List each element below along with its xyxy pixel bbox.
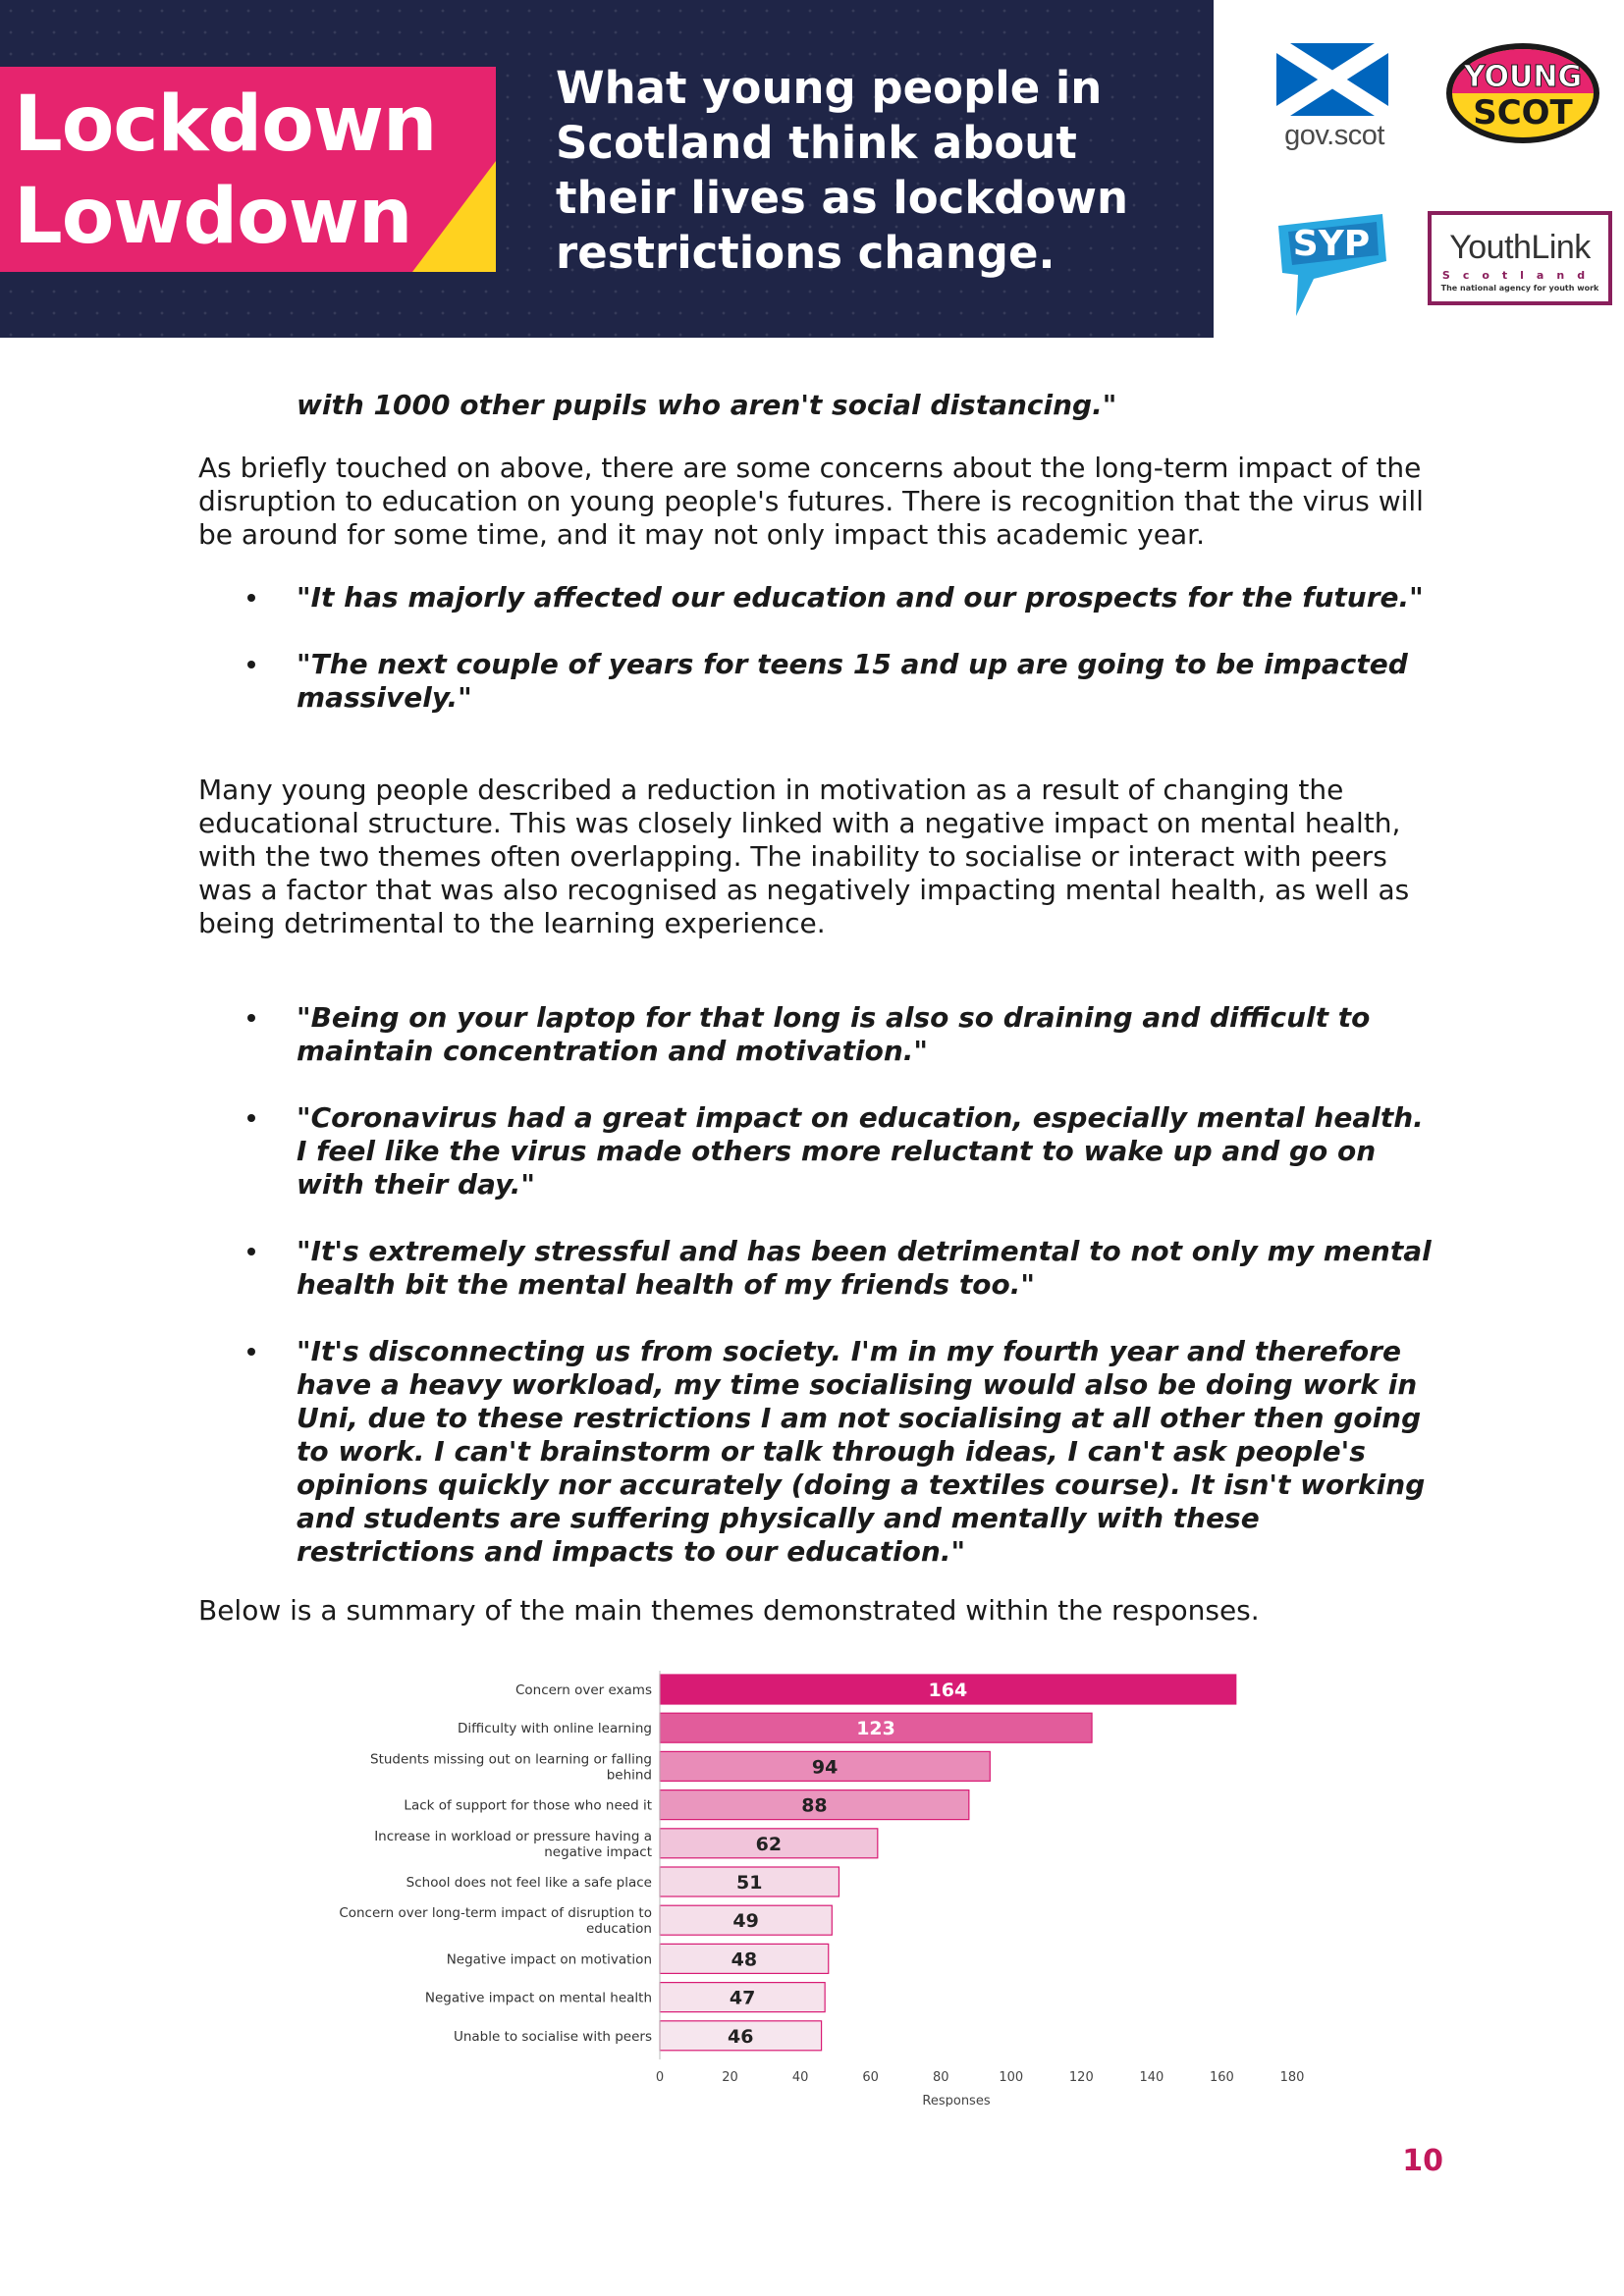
paragraph-motivation: Many young people described a reduction in motivation as a result of changing the educational structure. This was closely linked with a negative impact on mental health, with the two themes often overlapping. The inability to socialise or interact with peers was a factor that was also recognised as negatively impacting mental health, as well as being detrimental to the learning experience. <box>198 774 1410 939</box>
youthlink-logo <box>1428 211 1612 305</box>
youthlink-region: Scotland <box>1441 269 1598 282</box>
chart-data-label: 94 <box>811 1756 839 1779</box>
quote-text: "It's extremely stressful and has been detrimental to not only my mental health bit the mental health of my friends too." <box>297 1235 1432 1301</box>
quote-list-future <box>198 581 1437 715</box>
page-body <box>198 389 1437 1628</box>
quote-text: "It has majorly affected our education and our prospects for the future." <box>297 581 1424 614</box>
header-banner <box>0 0 1214 338</box>
chart-tick-label: 0 <box>655 2070 665 2085</box>
syp-logo <box>1274 192 1390 320</box>
quote-list-motivation <box>198 1001 1437 1569</box>
banner-subtitle-line: their lives as lockdown <box>556 172 1129 224</box>
syp-text: SYP <box>1292 224 1371 264</box>
chart-tick-label: 20 <box>722 2070 738 2085</box>
banner-title-line: Lockdown <box>14 80 437 169</box>
bullet-icon <box>247 1014 255 1022</box>
chart-data-label: 164 <box>928 1680 968 1701</box>
chart-tick-label: 140 <box>1139 2070 1164 2085</box>
chart-category-label: negative impact <box>544 1843 652 1860</box>
themes-bar-chart <box>295 1665 1326 2107</box>
quote-item <box>198 1101 1437 1201</box>
chart-tick-label: 160 <box>1210 2070 1234 2085</box>
chart-tick-label: 120 <box>1068 2070 1094 2085</box>
chart-tick-label: 40 <box>791 2070 809 2085</box>
quote-item <box>198 648 1437 715</box>
chart-category-label: Lack of support for those who need it <box>404 1797 652 1814</box>
young-scot-word-young: YOUNG <box>1463 60 1583 94</box>
quote-text: "Being on your laptop for that long is also so draining and difficult to maintain concentration and motivation." <box>297 1001 1371 1067</box>
chart-data-label: 49 <box>732 1910 759 1933</box>
chart-category-label: behind <box>606 1767 652 1784</box>
banner-title <box>14 79 485 263</box>
chart-tick-label: 60 <box>862 2070 879 2085</box>
quote-item <box>198 1001 1437 1068</box>
chart-category-label: School does not feel like a safe place <box>406 1875 652 1891</box>
chart-tick-label: 180 <box>1279 2070 1305 2085</box>
chart-category-label: Negative impact on mental health <box>424 1990 652 2006</box>
chart-category-label: Increase in workload or pressure having a <box>374 1828 652 1844</box>
banner-subtitle-line: restrictions change. <box>556 227 1056 279</box>
chart-category-label: Unable to socialise with peers <box>453 2028 652 2045</box>
page-number: 10 <box>1402 2144 1443 2178</box>
chart-data-label: 62 <box>755 1833 783 1855</box>
chart-data-label: 46 <box>728 2025 754 2048</box>
chart-category-label: Difficulty with online learning <box>458 1721 652 1737</box>
chart-data-label: 88 <box>801 1794 828 1817</box>
gov-scot-text: gov.scot <box>1284 120 1384 151</box>
bullet-icon <box>247 1348 255 1356</box>
bullet-icon <box>247 1114 255 1122</box>
saltire-flag-icon <box>1276 43 1388 116</box>
quote-item <box>198 1235 1437 1302</box>
paragraph-long-term-impact: As briefly touched on above, there are some concerns about the long-term impact of the disruption to education on young people's futures. There is recognition that the virus will be around for some time, and it may not only impact this academic year. <box>198 452 1424 551</box>
quote-item <box>198 1335 1437 1569</box>
chart-x-axis-label: Responses <box>922 2094 991 2107</box>
chart-tick-label: 100 <box>999 2070 1024 2085</box>
youthlink-tagline: The national agency for youth work <box>1440 284 1599 293</box>
banner-subtitle <box>556 61 1194 281</box>
banner-subtitle-line: What young people in <box>556 62 1103 114</box>
chart-data-label: 51 <box>736 1872 763 1894</box>
young-scot-word-scot: SCOT <box>1473 93 1573 133</box>
chart-data-label: 123 <box>856 1718 895 1740</box>
quote-text: "It's disconnecting us from society. I'm in my fourth year and therefore have a heavy workload, my time socialising would also be doing work in Uni, due to these restrictions I am not socialising at all other then going to work. I can't brainstorm or talk through ideas, I can't ask people's opinions quickly nor accurately (doing a textiles course). It isn't working and students are suffering physically and mentally with these restrictions and impacts to our education." <box>297 1335 1426 1568</box>
chart-tick-label: 80 <box>932 2070 949 2085</box>
chart-category-label: Concern over exams <box>514 1682 652 1698</box>
chart-category-label: education <box>586 1921 652 1938</box>
chart-category-label: Negative impact on motivation <box>446 1951 652 1968</box>
chart-data-label: 47 <box>729 1987 756 2009</box>
youthlink-name: YouthLink <box>1449 229 1591 266</box>
bullet-icon <box>247 661 255 668</box>
gov-scot-logo <box>1276 43 1392 152</box>
banner-subtitle-line: Scotland think about <box>556 117 1077 169</box>
bullet-icon <box>247 1248 255 1255</box>
chart-category-label: Students missing out on learning or falling <box>370 1751 652 1768</box>
chart-data-label: 48 <box>731 1949 758 1971</box>
young-scot-logo <box>1443 39 1602 147</box>
chart-category-label: Concern over long-term impact of disruption to <box>339 1905 652 1922</box>
banner-title-line: Lowdown <box>14 173 412 261</box>
quote-text: "Coronavirus had a great impact on education, especially mental health. I feel like the virus made others more reluctant to wake up and go on with their day." <box>297 1101 1424 1201</box>
summary-intro: Below is a summary of the main themes demonstrated within the responses. <box>198 1594 1260 1627</box>
chart-svg <box>295 1665 1326 2107</box>
bullet-icon <box>247 594 255 602</box>
continued-quote: with 1000 other pupils who aren't social distancing." <box>297 389 1117 421</box>
quote-item <box>198 581 1437 614</box>
quote-text: "The next couple of years for teens 15 and up are going to be impacted massively." <box>297 648 1408 714</box>
